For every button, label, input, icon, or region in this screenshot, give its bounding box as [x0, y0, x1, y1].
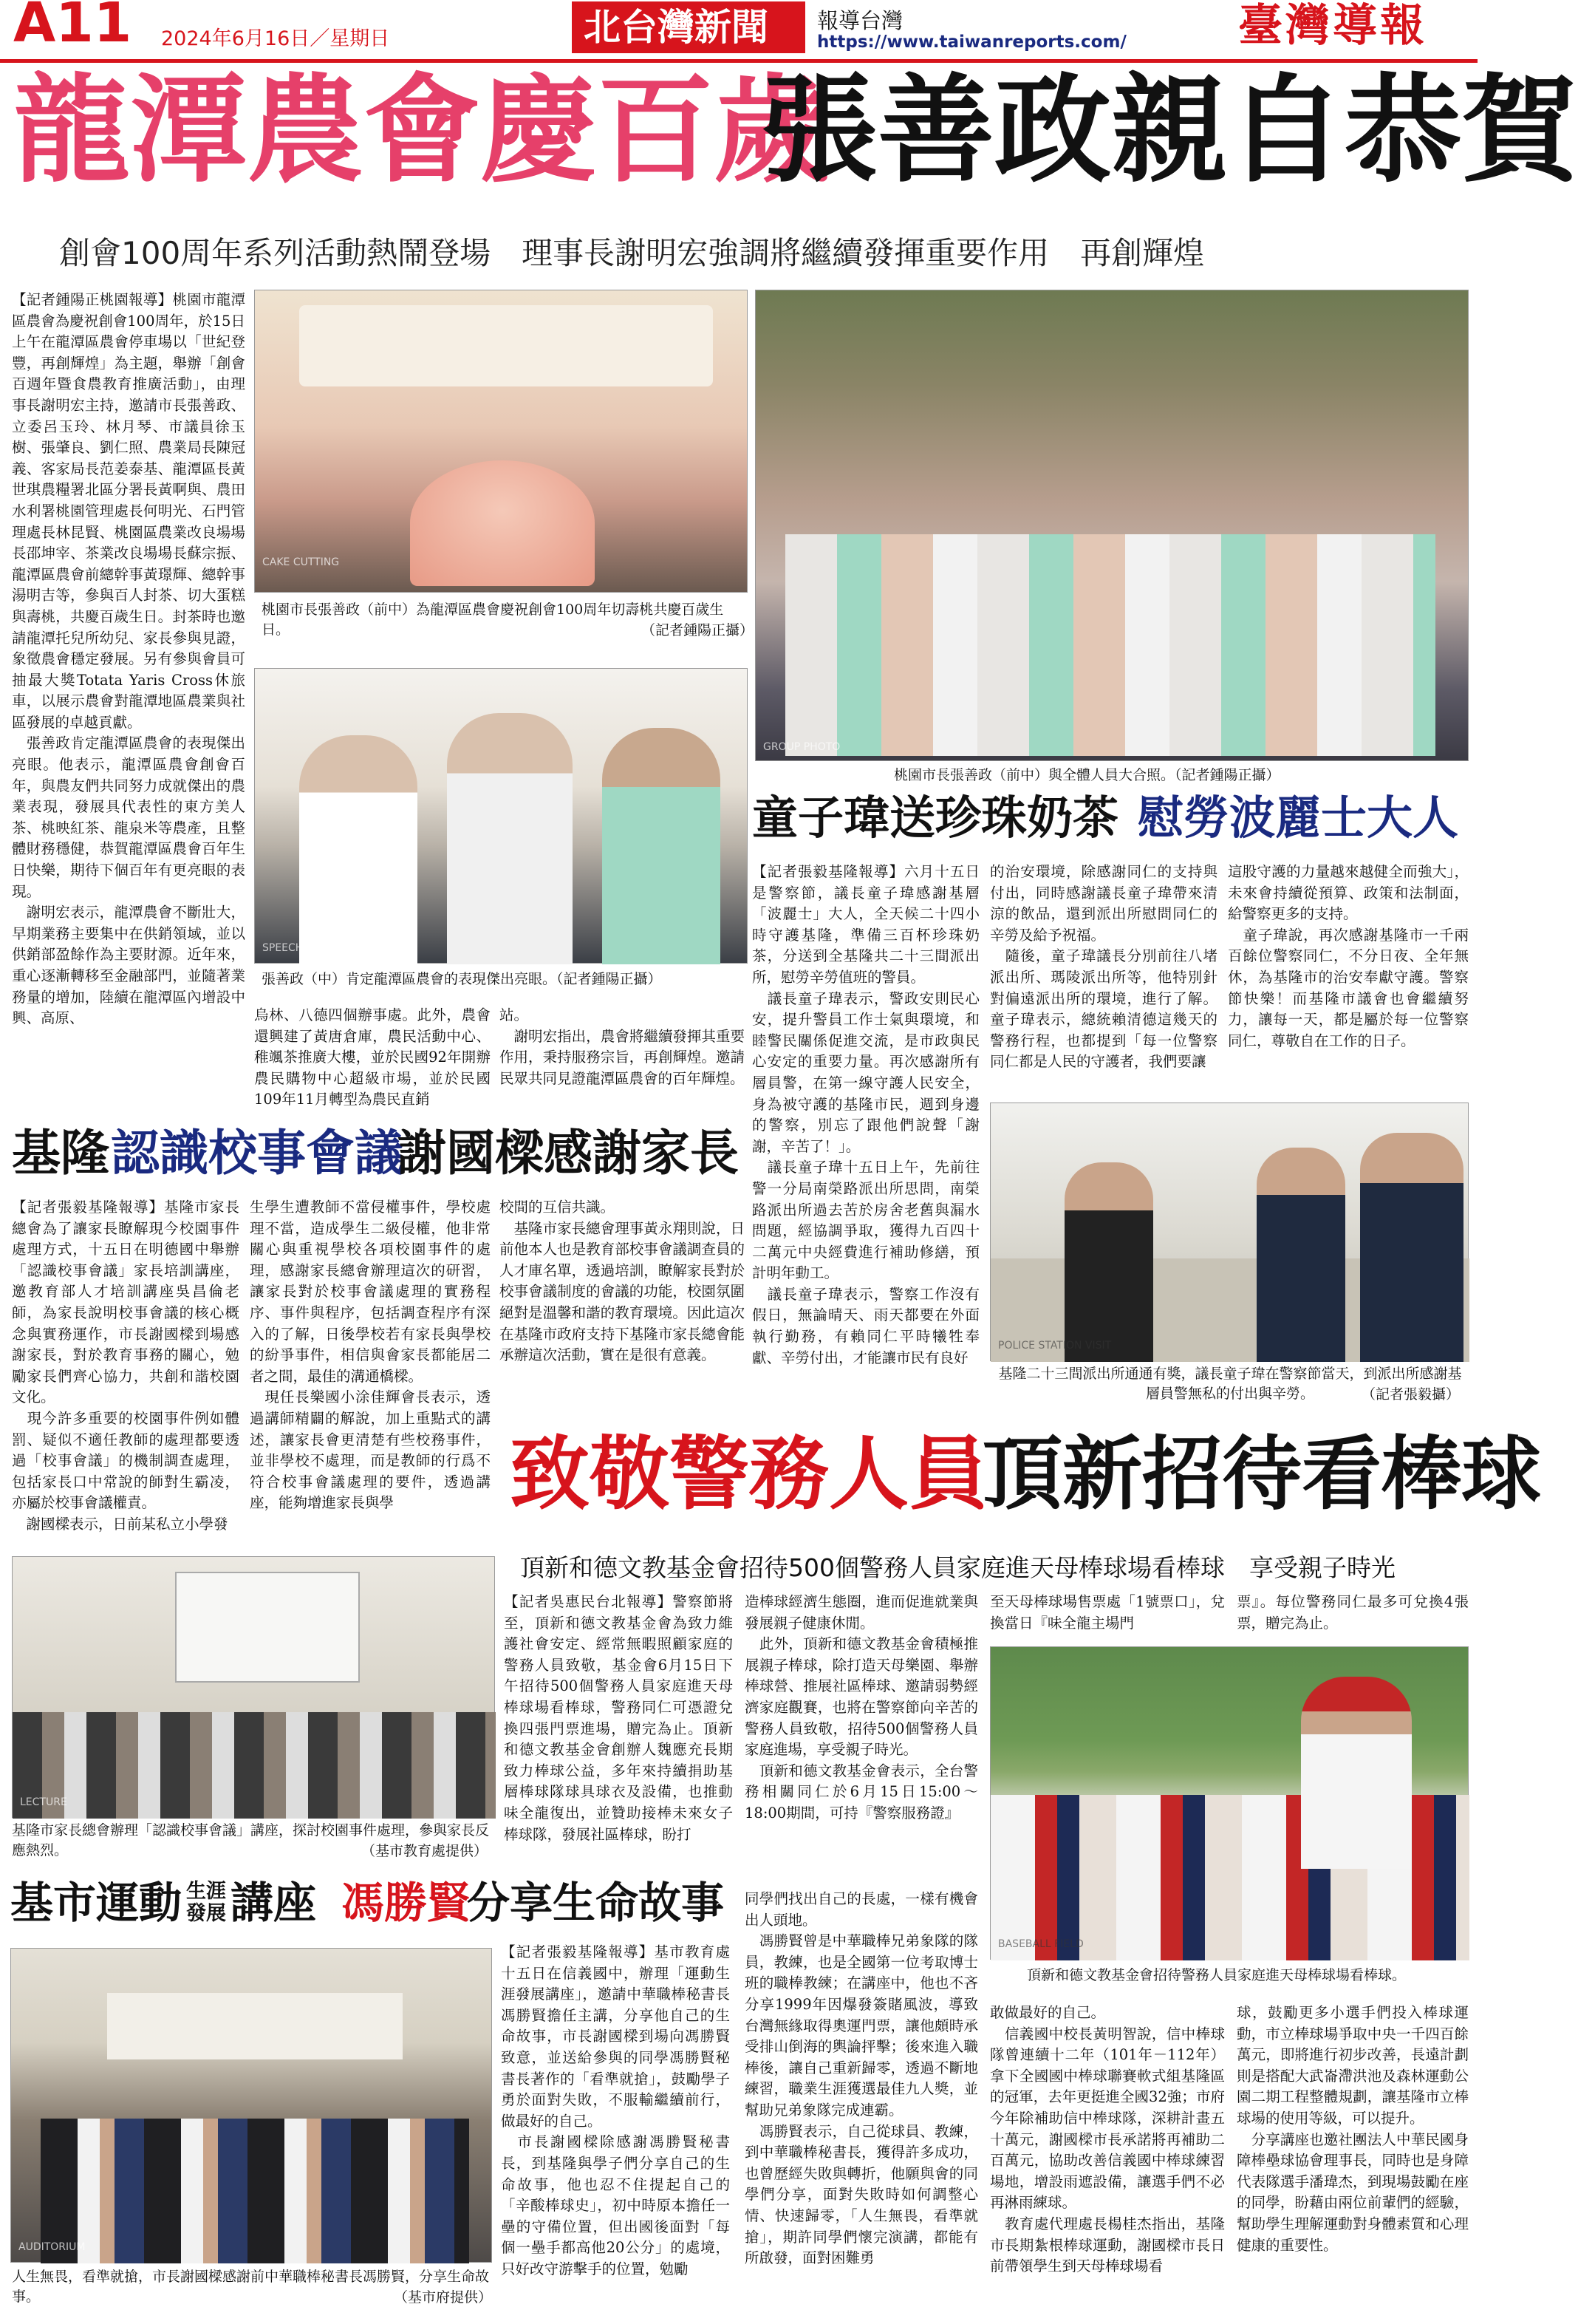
speech-photo-label: SPEECH [262, 942, 304, 954]
story2-column-3: 這股守護的力量越來越健全而強大」，未來會持續從預算、政策和法制面，給警察更多的支持。 童子瑋說，再次感謝基隆市一千兩百餘位警察同仁，不分日夜、全年無休，為基隆市的治安奉獻守護。警察節快樂！而基隆市議會也會繼續努力，讓每一天，都是屬於每一位警察同仁，尊敬自在工作的日子。 [1228, 863, 1469, 1049]
cake-photo-peach-cake [410, 460, 595, 586]
story2-column-2: 的治安環境，除感謝同仁的支持與付出，同時感謝議長童子瑋帶來清涼的飲品，還到派出所慰問同仁的辛勞及給予祝福。 隨後，童子瑋議長分別前往八堵派出所、瑪陵派出所等，他特別針對偏遠派出所的環境，進行了解。童子瑋表示，總統賴清德這幾天的警務行程，也都提到「每一位警察同仁都是人民的守護者，我們要讓 [990, 863, 1217, 1071]
story1-photo-speech [254, 668, 748, 964]
baseball-photo-label: BASEBALL FIELD [998, 1938, 1084, 1950]
story5-headline-d: 分享生命故事 [467, 1878, 725, 1928]
group-photo-front-row [785, 534, 1435, 756]
story4-column-3: 至天母棒球場售票處「1號票口」，兌換當日『味全龍主場門 [990, 1593, 1225, 1632]
story5-headline-a: 基市運動 [10, 1878, 182, 1928]
publication-name: 報導台灣 [817, 8, 904, 33]
lecture-photo-audience [13, 1712, 496, 1819]
story4-column-4: 票』。每位警務同仁最多可兌換4張票，贈完為止。 [1237, 1593, 1469, 1632]
story5-headline-small-2: 發展 [186, 1902, 226, 1925]
story1-photo-cake [254, 290, 748, 593]
auditorium-photo-label: AUDITORIUM [18, 2241, 86, 2253]
story1-headline-b: 張善政親自恭賀 [761, 63, 1578, 199]
story5-column-2: 同學們找出自己的長處，一樣有機會出人頭地。 馮勝賢曾是中華職棒兄弟象隊的隊員，教練，也是全國第一位考取博士班的職棒教練；在講座中，他也不吝分享1999年因爆發簽賭風波，導致台灣無緣取得奧運門票，讓他頗時承受排山倒海的輿論抨擊；後來進入職棒後，讓自己重新歸零，透過不斷地練習，職業生涯獲選最佳九人獎，並幫助兄弟象隊完成連霸。 馮勝賢表示，自己從球員、教練，到中華職棒秘書長，獲得許多成功，也曾歷經失敗與轉折，他願與會的同學們分享，面對失敗時如何調整心情、快速歸零，「人生無畏，看準就搶」，期許同學們懷完演講，都能有所啟發，面對困難勇 [745, 1890, 978, 2267]
story2-credit: （記者張毅攝） [1361, 1386, 1460, 1403]
story5-column-3: 敢做最好的自己。 信義國中校長黃明智說，信中棒球隊曾連續十二年（101年－112年）拿下全國國中棒球聯賽軟式組基隆區的冠軍，去年更挺進全國32強；市府今年除補助信中棒球隊，深耕計畫五十萬元，謝國樑市長承諾將再補助二百萬元，協助改善信義國中棒球練習場地，增設雨遮設備，讓選手們不必再淋雨練球。 教育處代理處長楊桂杰指出，基隆市長期紮根棒球運動，謝國樑市長日前帶領學生到天母棒球場看 [990, 2004, 1225, 2275]
story3-caption: 基隆市家長總會辦理「認識校事會議」講座，探討校園事件處理，參與家長反應熱烈。 [12, 1822, 490, 1858]
story3-column-2: 生學生遭教師不當侵權事件，學校處理不當，造成學生二級侵權，他非常關心與重視學校各項校園事件的處理，感謝家長總會辦理這次的研習，讓家長對於校事會議處理的實務程序、事件與程序，包括調查程序有深入的了解，日後學校若有家長與學校的紛爭事件，相信與會家長都能居二者之間，最佳的溝通橋樑。 現任長樂國小涂佳輝會長表示，透過講師精闢的解說，加上重點式的講述，讓家長會更清楚有些校務事件，並非學校不處理，而是教師的行爲不符合校事會議處理的要件，透過講座，能夠增進家長與學 [250, 1199, 491, 1512]
masthead [0, 0, 1478, 56]
story5-headline-small-1: 生涯 [186, 1880, 226, 1903]
story3-column-1: 【記者張毅基隆報導】基隆市家長總會為了讓家長瞭解現今校園事件處理方式，十五日在明德國中舉辦「認識校事會議」家長培訓講座，邀教育部人才培訓講座吳昌倫老師，為家長說明校事會議的核心概念與實務運作，市長謝國樑到場感謝家長，對於教育事務的關心，勉勵家長們齊心協力，共創和諧校園文化。 現今許多重要的校園事件例如體罰、疑似不適任教師的處理都要透過「校事會議」的機制調查處理，包括家長口中常說的師對生霸凌，亦屬於校事會議權責。 謝國樑表示，日前某私立小學發 [12, 1199, 239, 1533]
police-photo-visitor [1065, 1162, 1153, 1362]
section-title: 北台灣新聞 [584, 6, 768, 49]
page-number: A11 [13, 0, 132, 55]
story2-photo-police [990, 1103, 1469, 1361]
story3-headline-b: 認識校事會議 [111, 1125, 403, 1182]
story4-headline-a: 致敬警務人員 [510, 1428, 989, 1521]
baseball-photo-player [1301, 1677, 1412, 1869]
newspaper-logo: 臺灣導報 [1238, 0, 1427, 52]
speech-photo-person-center [447, 713, 573, 964]
story4-column-1: 【記者吳惠民台北報導】警察節將至，頂新和德文教基金會為致力維護社會安定、經常無暇照顧家庭的警務人員致敬，基金會6月15日下午招待500個警務人員家庭進天母棒球場看棒球，警務同仁可憑證兌換四張門票進場，贈完為止。頂新和德文教基金會創辦人魏應充長期致力棒球公益，多年來持續捐助基層棒球隊球具球衣及設備，也推動味全龍復出，並贊助接棒未來女子棒球隊，發展社區棒球，盼打 [504, 1593, 733, 1843]
speech-photo-person-left [299, 735, 417, 964]
story4-caption: 頂新和德文教基金會招待警務人員家庭進天母棒球場看棒球。 [1027, 1967, 1407, 1983]
lecture-photo-label: LECTURE [20, 1796, 67, 1808]
story5-headline-c: 馮勝賢 [341, 1878, 471, 1928]
website-link[interactable]: https://www.taiwanreports.com/ [817, 33, 1127, 52]
speech-photo-person-right [602, 728, 720, 964]
story3-credit: （基市教育處提供） [361, 1843, 488, 1859]
story5-credit: （基市府提供） [393, 2289, 492, 2306]
police-photo-label: POLICE STATION VISIT [998, 1340, 1112, 1352]
story3-headline-c: 謝國樑感謝家長 [397, 1125, 739, 1182]
story3-column-3: 校間的互信共識。 基隆市家長總會理事黃永翔則說，日前他本人也是教育部校事會議調查員的人才庫名單，透過培訓，瞭解家長對於校事會議制度的會議的功能，校園氛圍絕對是溫馨和諧的教育環境。因此這次在基隆市政府支持下基隆市家長總會能承辦這次活動，實在是很有意義。 [499, 1199, 745, 1364]
auditorium-photo-front-row [41, 2119, 469, 2263]
group-photo-label: GROUP PHOTO [763, 741, 841, 753]
story5-headline-b: 講座 [230, 1878, 317, 1928]
lecture-photo-screen [175, 1572, 360, 1683]
story4-photo-baseball [990, 1646, 1469, 1960]
story2-caption: 基隆二十三間派出所通通有獎，議長童子瑋在警察節當天，到派出所感謝基層員警無私的付出與辛勞。 [998, 1366, 1462, 1402]
auditorium-photo-banner [107, 1993, 403, 2059]
police-photo-officer-2 [1360, 1133, 1463, 1362]
cake-photo-banner [299, 305, 713, 386]
story1-photo-group [755, 290, 1469, 761]
issue-date: 2024年6月16日／星期日 [161, 27, 390, 50]
story1-column-2: 烏林、八德四個辦事處。此外，農會還興建了黃唐倉庫，農民活動中心、稚颯茶推廣大樓，並於民國92年開辦農民購物中心超級市場，並於民國109年11月轉型為農民直銷 [254, 1006, 491, 1108]
story1-subtitle: 創會100周年系列活動熱鬧登場 理事長謝明宏強調將繼續發揮重要作用 再創輝煌 [59, 235, 1205, 271]
story4-column-2: 造棒球經濟生態圈，進而促進就業與發展親子健康休閒。 此外，頂新和德文教基金會積極推展親子棒球，除打造天母樂園、舉辦棒球營、推展社區棒球、邀請弱勢經濟家庭觀賽，也將在警察節向辛苦的警務人員致敬，招待500個警務人員家庭進場，享受親子時光。 頂新和德文教基金會表示，全台警務相關同仁於6月15日15:00～18:00期間，可持『警察服務證』 [745, 1593, 978, 1822]
story1-caption-3: 桃園市長張善政（前中）與全體人員大合照。（記者鍾陽正攝） [894, 767, 1280, 783]
story1-caption-1: 桃園市長張善政（前中）為龍潭區農會慶祝創會100周年切壽桃共慶百歲生日。 [262, 602, 724, 638]
story1-caption-2: 張善政（中）肯定龍潭區農會的表現傑出亮眼。（記者鍾陽正攝） [262, 971, 662, 987]
story3-photo-lecture [12, 1556, 495, 1818]
story5-photo-auditorium [10, 1948, 492, 2263]
police-photo-officer-1 [1257, 1148, 1345, 1362]
story2-headline-a: 童子瑋送珍珠奶茶 [752, 791, 1119, 845]
story5-caption: 人生無畏，看準就搶，市長謝國樑感謝前中華職棒秘書長馮勝賢，分享生命故事。 [12, 2269, 490, 2305]
story5-column-4: 球，鼓勵更多小選手們投入棒球運動，市立棒球場爭取中央一千四百餘萬元，即將進行初步改善，長遠計劃則是搭配大武崙滯洪池及森林運動公園二期工程整體規劃，讓基隆市立棒球場的使用等級，可以提升。 分享講座也邀社團法人中華民國身障棒壘球協會理事長，同時也是身障代表隊選手潘瑋杰，到現場鼓勵在座的同學，盼藉由兩位前輩們的經驗，幫助學生理解運動對身體素質和心理健康的重要性。 [1237, 2004, 1469, 2254]
story4-subtitle: 頂新和德文教基金會招待500個警務人員家庭進天母棒球場看棒球 享受親子時光 [520, 1553, 1396, 1582]
story4-headline-b: 頂新招待看棒球 [983, 1428, 1542, 1521]
story2-headline-b: 慰勞波麗士大人 [1138, 791, 1459, 845]
cake-photo-label: CAKE CUTTING [262, 556, 340, 568]
story1-column-3: 站。 謝明宏指出，農會將繼續發揮其重要作用，秉持服務宗旨，再創輝煌。邀請民眾共同見證龍潭區農會的百年輝煌。 [499, 1006, 745, 1087]
story1-column-1: 【記者鍾陽正桃園報導】桃園市龍潭區農會為慶祝創會100周年，於15日上午在龍潭區農會停車場以「世紀登豐，再創輝煌」為主題，舉辦「創會百週年暨食農教育推廣活動」，由理事長謝明宏主持，邀請市長張善政、立委呂玉玲、林月琴、市議員徐玉樹、張肇良、劉仁照、農業局長陳冠義、客家局長范姜泰基、龍潭區長黃世琪農糧署北區分署長黃啊與、農田水利署桃園管理處長何明光、石門管理處長林昆賢、桃園區農業改良場場長邵坤宰、茶業改良場場長蘇宗振、龍潭區農會前總幹事黃璟輝、總幹事湯明吉等，參與百人封茶、切大蛋糕與壽桃，共慶百歲生日。封茶時也邀請龍潭托兒所幼兒、家長參與見證，象徵農會穩定發展。另有參與會員可抽最大獎Totata Yaris Cross休旅車，以展示農會對龍潭地區農業與社區發展的卓越貢獻。 張善政肯定龍潭區農會的表現傑出亮眼。他表示，龍潭區農會創會百年，與農友們共同努力成就傑出的農業表現，發展具代表性的東方美人茶、桃映紅茶、龍泉米等農產，且整體財務穩健，恭賀龍潭區農會百年生日快樂，期待下個百年有更亮眼的表現。 謝明宏表示，龍潭農會不斷壯大，早期業務主要集中在供銷領域，並以供銷部盈餘作為主要財源。近年來，重心逐漸轉移至金融部門，並隨著業務量的增加，陸續在龍潭區內增設中興、高原、 [12, 291, 245, 1027]
story5-column-1: 【記者張毅基隆報導】基市教育處十五日在信義國中，辦理「運動生涯發展講座」，邀請中華職棒秘書長馮勝賢擔任主講，分享他自己的生命故事，市長謝國樑到場向馮勝賢致意，並送給參與的同學馮勝賢秘書長著作的「看準就搶」，鼓勵學子勇於面對失敗，不服輸繼續前行，做最好的自己。 市長謝國樑除感謝馮勝賢秘書長，到基隆與學子們分享自己的生命故事，他也忍不住提起自己的「辛酸棒球史」，初中時原本擔任一壘的守備位置，但出國後面對「每個一壘手都高他20公分」的處境，只好改守游擊手的位置，勉勵 [501, 1943, 730, 2277]
story2-column-1: 【記者張毅基隆報導】六月十五日是警察節，議長童子瑋感謝基層「波麗士」大人，全天候二十四小時守護基隆，準備三百杯珍珠奶茶，分送到全基隆共二十三間派出所，慰勞辛勞值班的警員。 議長童子瑋表示，警政安則民心安，提升警員工作士氣與環境，和睦警民關係促進交流，是市政與民心安定的重要力量。再次感謝所有層員警，在第一線守護人民安全，身為被守護的基隆市民，週到身邊的警察，別忘了跟他們說聲「謝謝，辛苦了！」。 議長童子瑋十五日上午，先前往警一分局南榮路派出所思問，南榮路派出所過去苦於房舍老舊與漏水問題，經協調爭取，獲得九百四十二萬元中央經費進行補助修繕，預計明年動工。 議長童子瑋表示，警察工作沒有假日，無論晴天、雨天都要在外面執行勤務，有賴同仁平時犧牲奉獻、辛勞付出，才能讓市民有良好 [752, 863, 980, 1366]
story1-credit-1: （記者鍾陽正攝） [641, 622, 754, 638]
story3-headline-a: 基隆 [12, 1125, 109, 1182]
story1-headline-a: 龍潭農會慶百歲 [13, 63, 830, 199]
